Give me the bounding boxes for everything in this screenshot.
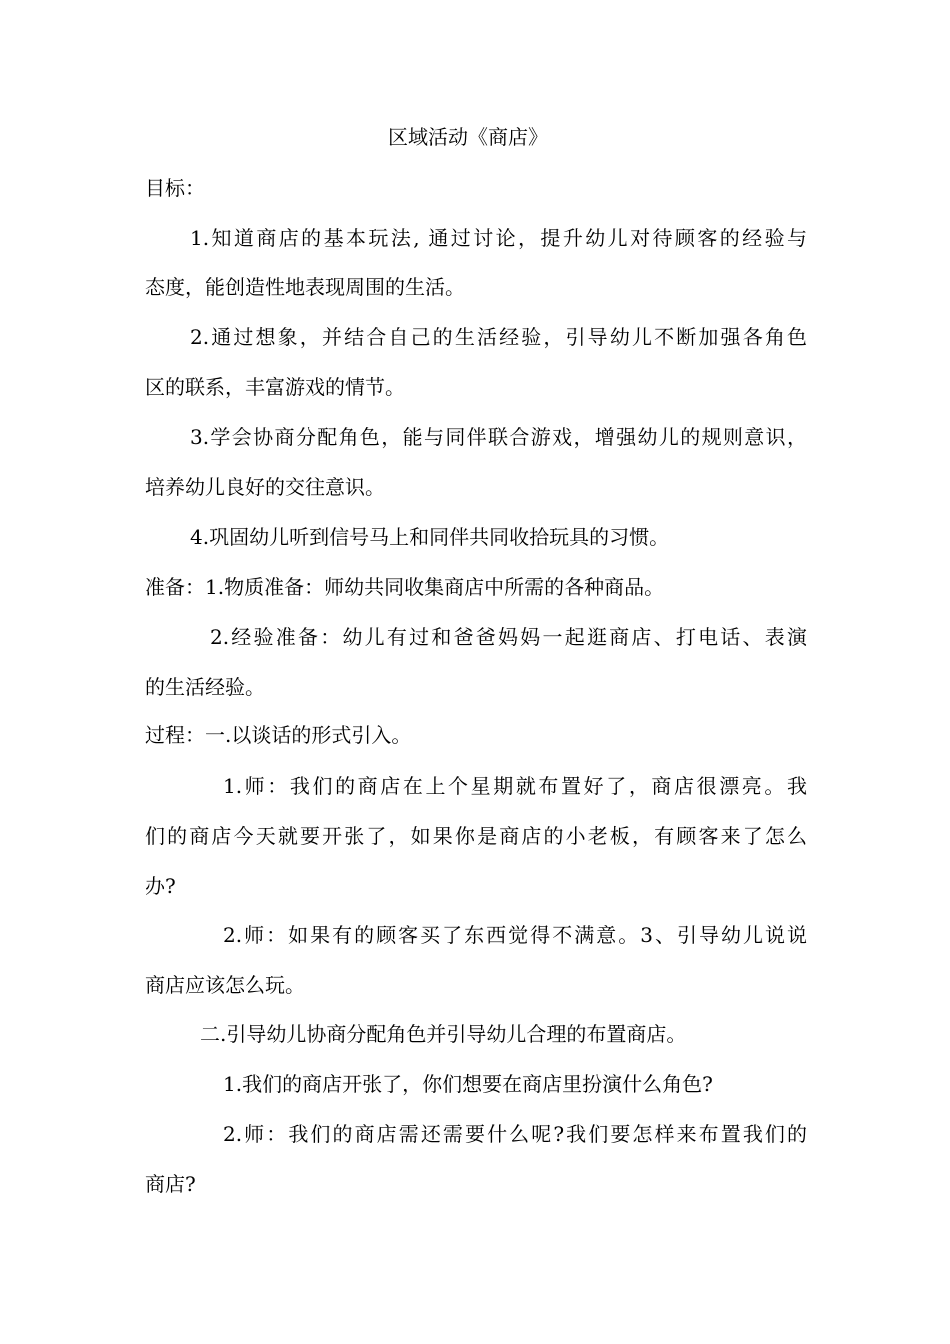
process-1-line-3: 办? [145,874,176,898]
process-2-line-2: 商店应该怎么玩。 [145,973,305,997]
prep-line-1: 准备：1.物质准备：师幼共同收集商店中所需的各种商品。 [145,575,665,599]
goal-1-line-1: 1.知道商店的基本玩法, 通过讨论，提升幼儿对待顾客的经验与 [190,226,807,250]
goal-3-line-1: 3.学会协商分配角色，能与同伴联合游戏，增强幼儿的规则意识， [190,425,807,449]
goal-1-line-2: 态度，能创造性地表现周围的生活。 [145,275,465,299]
process-1-line-2: 们的商店今天就要开张了，如果你是商店的小老板，有顾客来了怎么 [145,824,807,848]
page-title: 区域活动《商店》 [388,125,548,149]
process-1-line-1: 1.师：我们的商店在上个星期就布置好了，商店很漂亮。我 [223,774,807,798]
prep-2-line-2: 的生活经验。 [145,675,265,699]
question-1: 1.我们的商店开张了，你们想要在商店里扮演什么角色? [223,1072,713,1096]
question-2-line-2: 商店? [145,1172,196,1196]
process-line-1: 过程：一.以谈话的形式引入。 [145,723,412,747]
goal-4: 4.巩固幼儿听到信号马上和同伴共同收拾玩具的习惯。 [190,525,670,549]
goal-3-line-2: 培养幼儿良好的交往意识。 [145,475,385,499]
section-2-heading: 二.引导幼儿协商分配角色并引导幼儿合理的布置商店。 [200,1022,687,1046]
goal-2-line-2: 区的联系，丰富游戏的情节。 [145,375,405,399]
prep-2-line-1: 2.经验准备：幼儿有过和爸爸妈妈一起逛商店、打电话、表演 [210,625,807,649]
goal-2-line-1: 2.通过想象，并结合自己的生活经验，引导幼儿不断加强各角色 [190,325,807,349]
question-2-line-1: 2.师：我们的商店需还需要什么呢?我们要怎样来布置我们的 [223,1122,807,1146]
process-2-line-1: 2.师：如果有的顾客买了东西觉得不满意。3、引导幼儿说说 [223,923,807,947]
goals-label: 目标： [145,176,205,200]
